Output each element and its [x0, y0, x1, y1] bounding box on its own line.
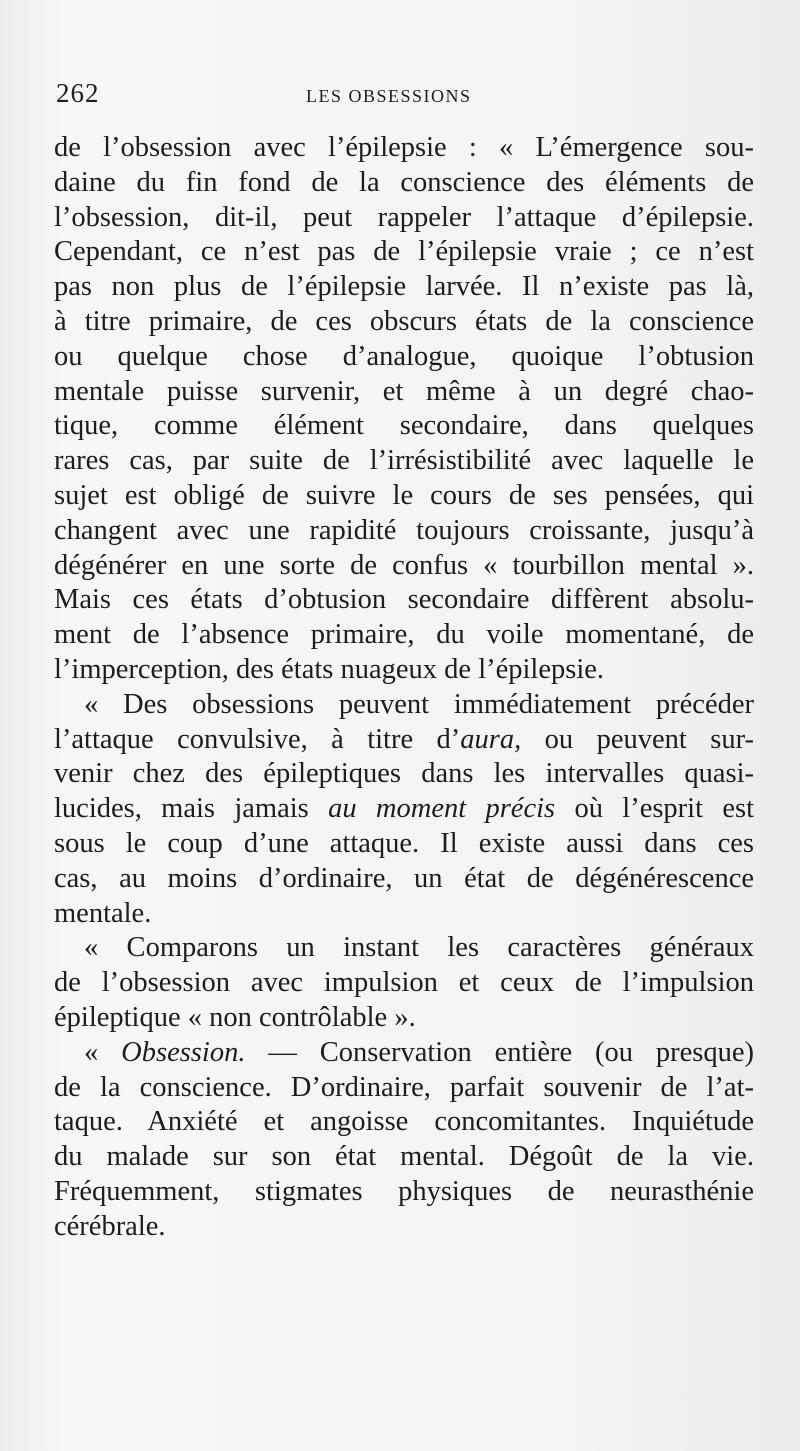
- text-line: [54, 549, 754, 584]
- text-segment: lucides, mais jamais: [54, 793, 329, 825]
- text-line: [54, 1001, 754, 1036]
- text-segment: daine du fin fond de la conscience des éléments de: [54, 166, 754, 198]
- text-line: [54, 514, 754, 549]
- text-segment: l’imperception, des états nuageux de l’épilepsie.: [54, 653, 605, 685]
- text-line: [54, 827, 754, 862]
- text-segment: sujet est obligé de suivre le cours de ses pensées, qui: [54, 479, 754, 511]
- text-line: [54, 688, 754, 723]
- text-segment: dégénérer en une sorte de confus « tourbillon mental ».: [54, 549, 754, 581]
- text-line: [54, 757, 754, 792]
- text-line: [54, 1105, 754, 1140]
- text-segment: ment de l’absence primaire, du voile momentané, de: [54, 619, 754, 651]
- text-segment: mentale puisse survenir, et même à un degré chao-: [54, 375, 754, 407]
- text-segment: rares cas, par suite de l’irrésistibilité avec laquelle le: [54, 445, 754, 477]
- text-segment: mentale.: [54, 897, 152, 929]
- body-text: [54, 131, 754, 1245]
- text-line: [54, 201, 754, 236]
- text-line: [54, 131, 754, 166]
- text-segment: venir chez des épileptiques dans les intervalles quasi-: [54, 758, 754, 790]
- text-segment: l’attaque convulsive, à titre d’: [54, 723, 461, 755]
- text-segment: de la conscience. D’ordinaire, parfait souvenir de l’at-: [54, 1071, 754, 1103]
- italic-text-segment: Obsession.: [121, 1036, 246, 1068]
- text-line: [54, 618, 754, 653]
- text-segment: épileptique « non contrôlable ».: [54, 1001, 416, 1033]
- page-number: 262: [56, 78, 100, 108]
- text-segment: cérébrale.: [54, 1210, 166, 1242]
- text-segment: sous le coup d’une attaque. Il existe aussi dans ces: [54, 827, 754, 859]
- text-line: [54, 862, 754, 897]
- text-line: [54, 305, 754, 340]
- text-line: [54, 653, 754, 688]
- text-line: [54, 792, 754, 827]
- text-line: [54, 340, 754, 375]
- text-segment: taque. Anxiété et angoisse concomitantes. Inquiétude: [54, 1106, 754, 1138]
- running-title: LES OBSESSIONS: [306, 86, 472, 106]
- text-line: [54, 409, 754, 444]
- text-segment: « Comparons un instant les caractères généraux: [84, 932, 754, 964]
- text-line: [54, 583, 754, 618]
- text-segment: «: [84, 1036, 122, 1068]
- text-line: [54, 235, 754, 270]
- italic-text-segment: aura,: [460, 723, 522, 755]
- italic-text-segment: au moment précis: [328, 793, 556, 825]
- text-segment: Mais ces états d’obtusion secondaire diffèrent absolu-: [54, 584, 754, 616]
- text-line: [54, 166, 754, 201]
- text-segment: « Des obsessions peuvent immédiatement précéder: [84, 688, 754, 720]
- page-header: [56, 78, 756, 118]
- text-segment: ou quelque chose d’analogue, quoique l’obtusion: [54, 340, 754, 372]
- text-line: [54, 270, 754, 305]
- text-segment: changent avec une rapidité toujours croissante, jusqu’à: [54, 514, 754, 546]
- text-line: [54, 897, 754, 932]
- text-segment: l’obsession, dit-il, peut rappeler l’attaque d’épilepsie.: [54, 201, 754, 233]
- text-line: [54, 966, 754, 1001]
- text-line: [54, 444, 754, 479]
- text-segment: — Conservation entière (ou presque): [245, 1036, 754, 1068]
- text-line: [54, 1175, 754, 1210]
- text-line: [54, 479, 754, 514]
- text-line: [54, 723, 754, 758]
- text-segment: ou peuvent sur-: [521, 723, 754, 755]
- text-line: [54, 375, 754, 410]
- text-segment: de l’obsession avec l’épilepsie : « L’émergence sou-: [54, 132, 754, 163]
- text-segment: à titre primaire, de ces obscurs états de la conscience: [54, 305, 754, 337]
- text-segment: tique, comme élément secondaire, dans quelques: [54, 410, 754, 442]
- text-segment: pas non plus de l’épilepsie larvée. Il n’existe pas là,: [54, 271, 754, 303]
- text-segment: de l’obsession avec impulsion et ceux de l’impulsion: [54, 967, 754, 999]
- text-segment: cas, au moins d’ordinaire, un état de dégénérescence: [54, 862, 754, 894]
- text-segment: Fréquemment, stigmates physiques de neurasthénie: [54, 1175, 754, 1207]
- text-line: [54, 1140, 754, 1175]
- text-segment: du malade sur son état mental. Dégoût de la vie.: [54, 1141, 754, 1173]
- text-line: [54, 1210, 754, 1245]
- text-line: [54, 931, 754, 966]
- text-line: [54, 1036, 754, 1071]
- text-segment: Cependant, ce n’est pas de l’épilepsie vraie ; ce n’est: [54, 236, 754, 268]
- text-segment: où l’esprit est: [555, 793, 755, 825]
- text-line: [54, 1071, 754, 1106]
